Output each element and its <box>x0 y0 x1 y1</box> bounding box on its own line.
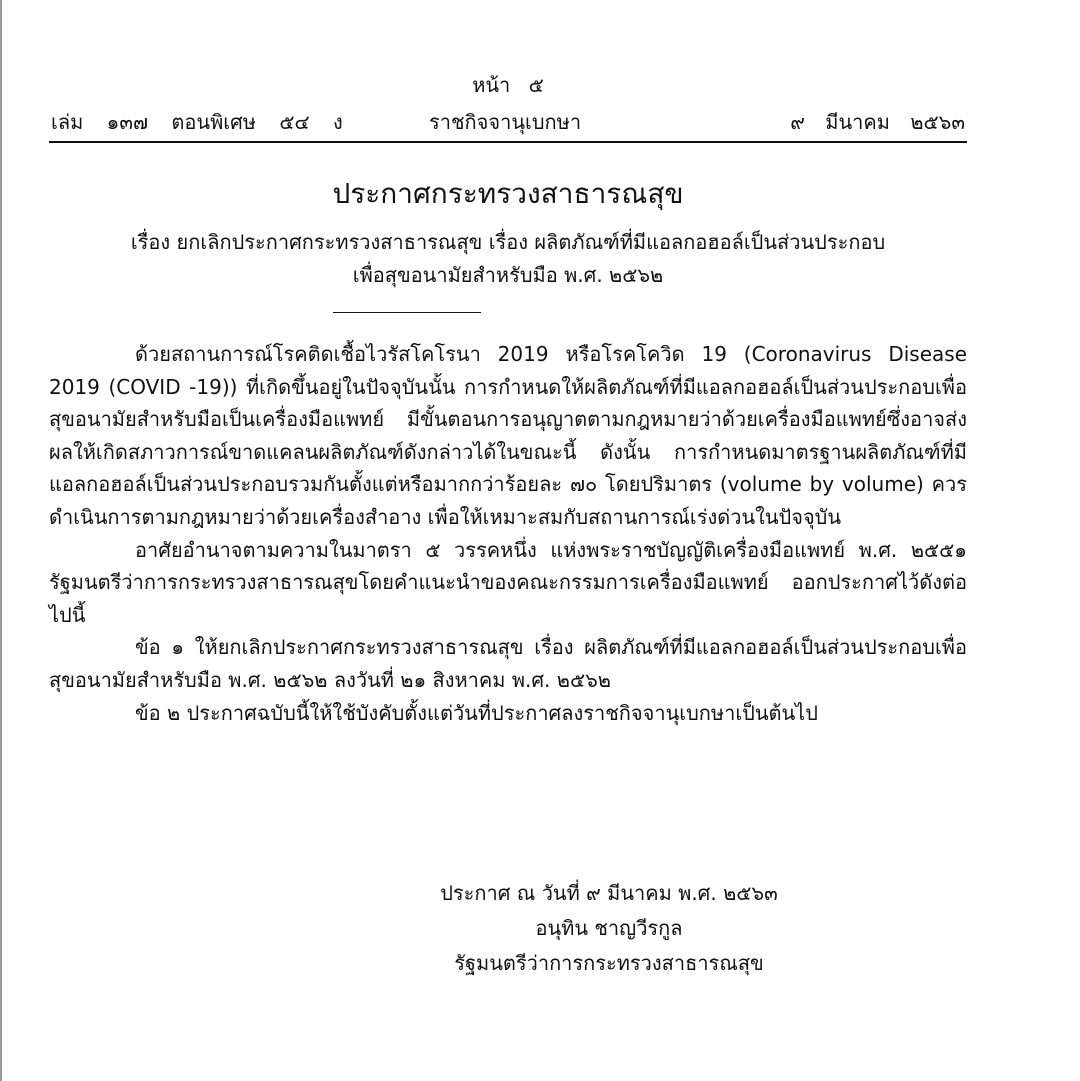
publication-day: ๙ <box>790 110 805 134</box>
clause-2: ข้อ ๒ ประกาศฉบับนี้ให้ใช้บังคับตั้งแต่วันที่ประกาศลงราชกิจจานุเบกษาเป็นต้นไป <box>135 700 818 725</box>
publication-year: ๒๕๖๓ <box>910 110 965 134</box>
paragraph-background: ด้วยสถานการณ์โรคติดเชื้อไวรัสโคโรนา 2019 หรือโรคโควิด 19 (Coronavirus Disease 2019 (COVID -19)) ที่เกิดขึ้นอยู่ในปัจจุบันนั้น การกำหนดให้ผลิตภัณฑ์ที่มีแอลกอฮอล์เป็นส่วนประกอบเพื่อสุขอนามัยสำหรับมือเป็นเครื่องมือแพทย์ มีขั้นตอนการอนุญาตตามกฎหมายว่าด้วยเครื่องมือแพทย์ซึ่งอาจส่งผลให้เกิดสภาวการณ์ขาดแคลนผลิตภัณฑ์ดังกล่าวได้ในขณะนี้ ดังนั้น การกำหนดมาตรฐานผลิตภัณฑ์ที่มีแอลกอฮอล์เป็นส่วนประกอบรวมกันตั้งแต่หรือมากกว่าร้อยละ ๗๐ โดยปริมาตร (volume by volume) ควรดำเนินการตามกฎหมายว่าด้วยเครื่องสำอาง เพื่อให้เหมาะสมกับสถานการณ์เร่งด่วนในปัจจุบัน <box>49 342 967 529</box>
issue-label: ตอนพิเศษ <box>171 110 256 134</box>
issue-number: ๕๔ <box>279 110 310 134</box>
document-subject <box>49 226 967 292</box>
publication-name: ราชกิจจานุเบกษา <box>429 110 582 134</box>
page-left-edge <box>0 0 2 1081</box>
paragraph-authority: อาศัยอำนาจตามความในมาตรา ๕ วรรคหนึ่ง แห่งพระราชบัญญัติเครื่องมือแพทย์ พ.ศ. ๒๕๕๑ รัฐมนตรีว่าการกระทรวงสาธารณสุขโดยคำแนะนำของคณะกรรมการเครื่องมือแพทย์ ออกประกาศไว้ดังต่อไปนี้ <box>49 537 967 627</box>
signature-block <box>379 876 839 981</box>
publication-date <box>776 108 965 136</box>
subject-line-1: เรื่อง ยกเลิกประกาศกระทรวงสาธารณสุข เรื่อง ผลิตภัณฑ์ที่มีแอลกอฮอล์เป็นส่วนประกอบ <box>130 230 886 254</box>
page-number-value: ๕ <box>528 73 544 97</box>
volume-number: ๑๓๗ <box>106 110 149 134</box>
announcement-date: ประกาศ ณ วันที่ ๙ มีนาคม พ.ศ. ๒๕๖๓ <box>440 881 778 905</box>
volume-label: เล่ม <box>51 110 84 134</box>
clause-1: ข้อ ๑ ให้ยกเลิกประกาศกระทรวงสาธารณสุข เรื่อง ผลิตภัณฑ์ที่มีแอลกอฮอล์เป็นส่วนประกอบเพื่อสุขอนามัยสำหรับมือ พ.ศ. ๒๕๖๒ ลงวันที่ ๒๑ สิงหาคม พ.ศ. ๒๕๖๒ <box>49 635 967 692</box>
signatory-position: รัฐมนตรีว่าการกระทรวงสาธารณสุข <box>454 951 764 975</box>
volume-info <box>51 108 360 136</box>
signatory-name: อนุทิน ชาญวีรกูล <box>535 916 683 940</box>
document-body <box>49 338 967 729</box>
header-divider <box>49 141 967 143</box>
title-divider <box>333 312 481 313</box>
subject-line-2: เพื่อสุขอนามัยสำหรับมือ พ.ศ. ๒๕๖๒ <box>352 263 664 287</box>
document-title: ประกาศกระทรวงสาธารณสุข <box>332 177 684 210</box>
publication-month: มีนาคม <box>825 110 890 134</box>
gazette-header <box>49 108 967 136</box>
section-letter: ง <box>332 110 343 134</box>
page-number-label: หน้า <box>472 73 511 97</box>
page-number <box>49 72 967 98</box>
